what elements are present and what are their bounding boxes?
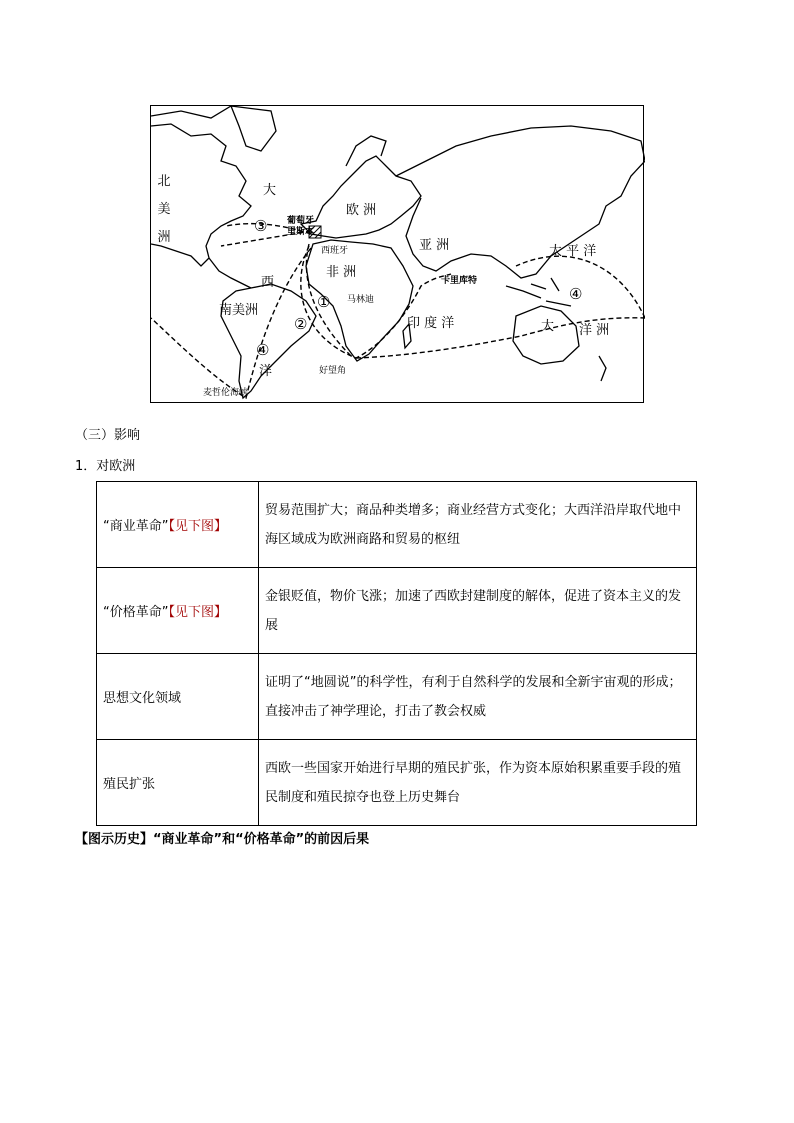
label-portugal: 葡萄牙 [287, 216, 315, 226]
label-malindi: 马林迪 [347, 295, 375, 305]
se-asia-islands [506, 278, 571, 306]
central-america-outline [209, 258, 251, 288]
route-magellan-pacific [356, 256, 645, 358]
row-label [97, 654, 259, 740]
asia-outline [396, 126, 645, 278]
label-oceania-rest: 洋 洲 [579, 323, 610, 338]
label-lisbon: 里斯本 [287, 227, 315, 237]
row-content: 西欧一些国家开始进行早期的殖民扩张，作为资本原始积累重要手段的殖民制度和殖民掠夺也登上历史舞台 [259, 740, 697, 826]
world-map-routes [150, 105, 644, 403]
row-content: 金银贬值，物价飞涨；加速了西欧封建制度的解体，促进了资本主义的发展 [259, 568, 697, 654]
route-marker-1: ① [317, 293, 331, 311]
label-atlantic-da: 大 [263, 183, 277, 198]
row-label [97, 568, 259, 654]
see-figure-link: 【见下图】 [168, 519, 227, 534]
row-label [97, 482, 259, 568]
subheading: 1．对欧洲 [75, 459, 136, 474]
route-marker-2: ② [294, 315, 308, 333]
label-indian-ocean: 印 度 洋 [407, 316, 455, 331]
table-row [97, 568, 697, 654]
route-marker-4-atlantic: ④ [256, 341, 270, 359]
label-atlantic-yang: 洋 [259, 364, 273, 379]
route-marker-4-pacific: ④ [569, 285, 583, 303]
label-cape: 好望角 [319, 366, 347, 376]
label-europe: 欧 洲 [346, 203, 377, 218]
section-title: （三）影响 [75, 428, 141, 443]
table-row [97, 740, 697, 826]
see-figure-link: 【见下图】 [168, 605, 227, 620]
label-oceania-da: 大 [541, 319, 555, 334]
row-label-text: “价格革命” [103, 605, 169, 620]
table-row [97, 482, 697, 568]
label-africa: 非 洲 [326, 265, 357, 280]
label-calicut: 卡里库特 [441, 276, 478, 286]
label-pacific: 太 平 洋 [549, 244, 597, 259]
row-label-text: “商业革命” [103, 519, 169, 534]
label-north-america: 北美洲 [157, 174, 171, 245]
impact-table [96, 481, 697, 826]
row-label [97, 740, 259, 826]
table-row [97, 654, 697, 740]
label-magellan-strait: 麦哲伦海峡 [203, 388, 249, 398]
row-label-text: 思想文化领域 [103, 691, 182, 706]
label-spain: 西班牙 [321, 246, 349, 256]
row-content: 证明了“地圆说”的科学性，有利于自然科学的发展和全新宇宙观的形成；直接冲击了神学理论，打击了教会权威 [259, 654, 697, 740]
row-content: 贸易范围扩大；商品种类增多；商业经营方式变化；大西洋沿岸取代地中海区域成为欧洲商路和贸易的枢纽 [259, 482, 697, 568]
label-south-america: 南美洲 [219, 303, 259, 318]
figure-caption: 【图示历史】“商业革命”和“价格革命”的前因后果 [75, 832, 370, 847]
greenland-outline [231, 106, 276, 151]
new-zealand-outline [599, 356, 606, 381]
route-magellan [151, 248, 311, 398]
route-marker-3: ③ [254, 217, 268, 235]
row-label-text: 殖民扩张 [103, 777, 156, 792]
label-asia: 亚 洲 [419, 238, 450, 253]
label-atlantic-xi: 西 [261, 275, 275, 290]
